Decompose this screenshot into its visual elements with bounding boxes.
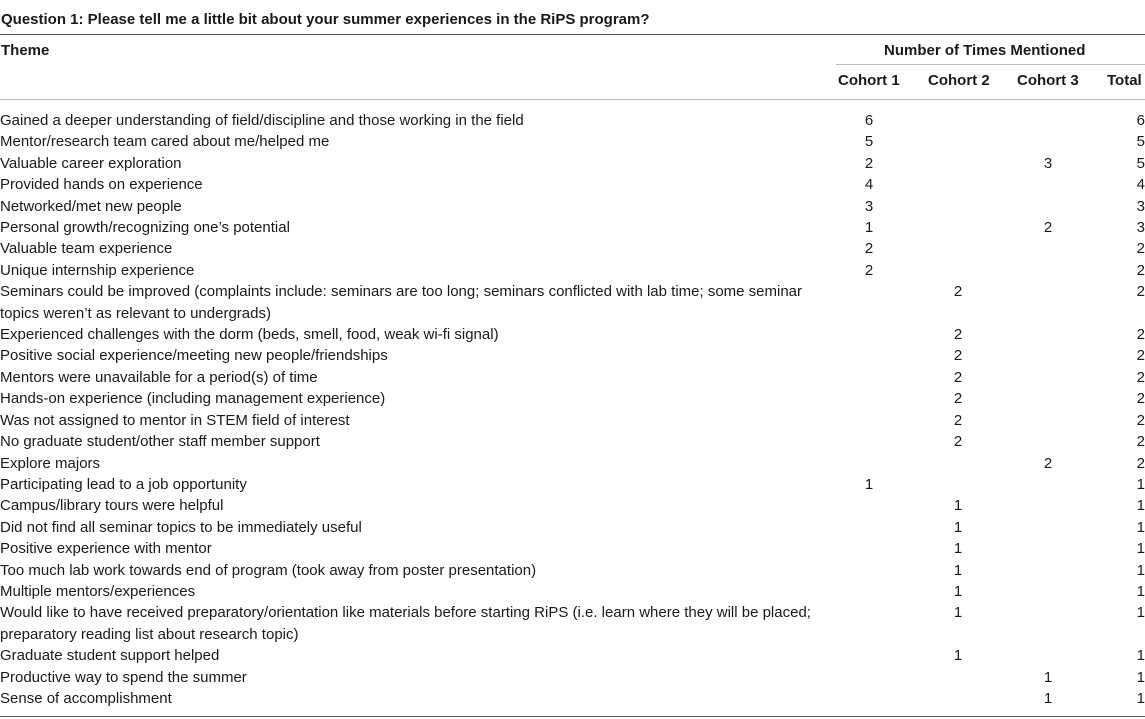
total-cell: 2	[1136, 347, 1145, 365]
cohort-3-cell	[1003, 238, 1093, 259]
col-header-cohort-3: Cohort 3	[1017, 72, 1079, 89]
cohort-3-cell	[1003, 517, 1093, 538]
cohort-1-cell	[825, 431, 913, 452]
table-row	[0, 281, 1145, 324]
cohort-2-cell	[913, 238, 1003, 259]
cohort-3-cell	[1003, 581, 1093, 602]
total-cell: 1	[1136, 582, 1145, 600]
theme-cell: Mentor/research team cared about me/helped me	[0, 133, 330, 151]
cohort-1-cell	[825, 388, 913, 409]
group-header: Number of Times Mentioned	[884, 42, 1086, 59]
cohort-1-cell: 6	[864, 112, 874, 129]
cohort-3-cell: 3	[1043, 154, 1053, 172]
total-cell: 2	[1136, 326, 1145, 344]
total-cell: 3	[1136, 197, 1145, 215]
cohort-2-cell: 1	[953, 604, 963, 622]
cohort-1-cell	[825, 453, 913, 474]
cohort-1-cell	[825, 345, 913, 366]
theme-cell: Explore majors	[0, 454, 101, 472]
theme-cell: Mentors were unavailable for a period(s) of time	[0, 368, 318, 386]
theme-cell: Positive experience with mentor	[0, 540, 212, 558]
table-caption: Question 1: Please tell me a little bit about your summer experiences in the RiPS program?	[1, 11, 650, 28]
table-row	[0, 602, 1145, 645]
total-cell: 1	[1136, 518, 1145, 536]
table-row	[0, 260, 1145, 281]
cohort-1-cell: 2	[864, 240, 874, 258]
cohort-1-cell	[825, 517, 913, 538]
group-underline	[836, 64, 1145, 65]
cohort-2-cell: 1	[953, 540, 963, 558]
total-cell: 1	[1136, 604, 1145, 622]
cohort-1-cell	[825, 560, 913, 581]
col-header-cohort-2: Cohort 2	[928, 72, 990, 89]
table-row	[0, 688, 1145, 709]
cohort-1-cell: 2	[864, 261, 874, 279]
total-cell: 2	[1136, 433, 1145, 451]
theme-cell: Campus/library tours were helpful	[0, 497, 224, 515]
cohort-1-cell	[825, 667, 913, 688]
cohort-1-cell	[825, 645, 913, 666]
cohort-2-cell: 2	[953, 368, 963, 386]
total-cell: 2	[1136, 261, 1145, 279]
cohort-1-cell: 4	[864, 176, 874, 194]
cohort-3-cell	[1003, 260, 1093, 281]
cohort-2-cell: 2	[953, 390, 963, 408]
cohort-2-cell: 1	[953, 582, 963, 600]
total-cell: 2	[1136, 411, 1145, 429]
cohort-3-cell	[1003, 388, 1093, 409]
table-row	[0, 367, 1145, 388]
cohort-2-cell: 2	[953, 347, 963, 365]
theme-cell: Hands-on experience (including management experience)	[0, 390, 386, 408]
theme-cell: Unique internship experience	[0, 261, 195, 279]
theme-cell: Would like to have received preparatory/orientation like materials before starting RiPS (i.e. learn where they will be placed; preparatory reading list about research topic)	[0, 604, 811, 643]
total-cell: 1	[1136, 668, 1145, 686]
cohort-3-cell	[1003, 560, 1093, 581]
total-cell: 1	[1136, 475, 1145, 493]
cohort-1-cell	[825, 367, 913, 388]
cohort-1-cell	[825, 688, 913, 709]
theme-cell: Positive social experience/meeting new people/friendships	[0, 347, 388, 365]
cohort-3-cell	[1003, 131, 1093, 152]
cohort-1-cell: 2	[864, 154, 874, 172]
cohort-1-cell	[825, 410, 913, 431]
cohort-3-cell	[1003, 538, 1093, 559]
theme-cell: No graduate student/other staff member support	[0, 433, 320, 451]
cohort-3-cell: 1	[1043, 689, 1053, 707]
table-row	[0, 324, 1145, 345]
table-row	[0, 196, 1145, 217]
cohort-2-cell	[913, 174, 1003, 195]
theme-cell: Networked/met new people	[0, 197, 182, 215]
cohort-3-cell	[1003, 196, 1093, 217]
table-row	[0, 153, 1145, 174]
total-cell: 2	[1136, 240, 1145, 258]
cohort-2-cell: 2	[953, 326, 963, 344]
cohort-3-cell	[1003, 410, 1093, 431]
total-cell: 1	[1136, 497, 1145, 515]
cohort-3-cell: 1	[1043, 668, 1053, 686]
cohort-1-cell: 1	[864, 475, 874, 493]
col-header-total: Total	[1107, 72, 1142, 89]
total-cell: 6	[1136, 112, 1145, 129]
theme-cell: Valuable team experience	[0, 240, 173, 258]
cohort-2-cell: 2	[953, 283, 963, 301]
col-header-cohort-1: Cohort 1	[838, 72, 900, 89]
cohort-2-cell: 1	[953, 647, 963, 665]
cohort-1-cell	[825, 495, 913, 516]
table-row	[0, 238, 1145, 259]
cohort-2-cell: 1	[953, 497, 963, 515]
cohort-2-cell	[913, 110, 1003, 131]
themes-table	[0, 110, 1145, 709]
bottom-rule	[0, 716, 1145, 717]
cohort-1-cell	[825, 581, 913, 602]
cohort-3-cell	[1003, 495, 1093, 516]
theme-cell: Experienced challenges with the dorm (beds, smell, food, weak wi-fi signal)	[0, 326, 499, 344]
table-row	[0, 174, 1145, 195]
table-row	[0, 495, 1145, 516]
cohort-1-cell: 3	[864, 197, 874, 215]
cohort-1-cell: 1	[864, 219, 874, 237]
cohort-3-cell	[1003, 345, 1093, 366]
cohort-2-cell	[913, 453, 1003, 474]
cohort-2-cell	[913, 474, 1003, 495]
table-row	[0, 110, 1145, 131]
table-body	[0, 110, 1145, 709]
table-row	[0, 453, 1145, 474]
table-row	[0, 388, 1145, 409]
total-cell: 1	[1136, 561, 1145, 579]
table-row	[0, 217, 1145, 238]
cohort-3-cell	[1003, 474, 1093, 495]
theme-cell: Too much lab work towards end of program (took away from poster presentation)	[0, 561, 537, 579]
total-cell: 1	[1136, 689, 1145, 707]
cohort-3-cell	[1003, 324, 1093, 345]
cohort-2-cell: 2	[953, 411, 963, 429]
table-row	[0, 517, 1145, 538]
cohort-2-cell	[913, 667, 1003, 688]
table-row	[0, 410, 1145, 431]
total-cell: 5	[1136, 133, 1145, 151]
theme-cell: Multiple mentors/experiences	[0, 582, 196, 600]
cohort-3-cell	[1003, 174, 1093, 195]
total-cell: 4	[1136, 176, 1145, 194]
theme-cell: Did not find all seminar topics to be immediately useful	[0, 518, 362, 536]
table-row	[0, 538, 1145, 559]
cohort-2-cell	[913, 688, 1003, 709]
cohort-1-cell: 5	[864, 133, 874, 151]
theme-cell: Graduate student support helped	[0, 647, 220, 665]
theme-cell: Was not assigned to mentor in STEM field of interest	[0, 411, 350, 429]
cohort-3-cell	[1003, 110, 1093, 131]
cohort-2-cell: 1	[953, 518, 963, 536]
theme-cell: Seminars could be improved (complaints include: seminars are too long; seminars conflicted with lab time; some seminar topics weren’t as relevant to undergrads)	[0, 283, 803, 322]
total-cell: 2	[1136, 390, 1145, 408]
theme-header: Theme	[1, 42, 50, 59]
table-row	[0, 645, 1145, 666]
cohort-2-cell	[913, 196, 1003, 217]
cohort-3-cell	[1003, 645, 1093, 666]
theme-cell: Gained a deeper understanding of field/discipline and those working in the field	[0, 112, 524, 129]
cohort-2-cell	[913, 131, 1003, 152]
cohort-3-cell	[1003, 602, 1093, 645]
total-cell: 2	[1136, 454, 1145, 472]
top-rule	[0, 34, 1145, 35]
table-row	[0, 560, 1145, 581]
cohort-3-cell	[1003, 431, 1093, 452]
theme-cell: Productive way to spend the summer	[0, 668, 247, 686]
total-cell: 1	[1136, 647, 1145, 665]
table-row	[0, 667, 1145, 688]
cohort-3-cell	[1003, 367, 1093, 388]
cohort-2-cell: 2	[953, 433, 963, 451]
cohort-3-cell	[1003, 281, 1093, 324]
cohort-2-cell	[913, 260, 1003, 281]
cohort-3-cell: 2	[1043, 219, 1053, 237]
cohort-1-cell	[825, 281, 913, 324]
total-cell: 5	[1136, 154, 1145, 172]
cohort-1-cell	[825, 324, 913, 345]
cohort-2-cell	[913, 217, 1003, 238]
header-rule	[0, 99, 1145, 100]
total-cell: 2	[1136, 368, 1145, 386]
cohort-2-cell: 1	[953, 561, 963, 579]
cohort-1-cell	[825, 602, 913, 645]
theme-cell: Valuable career exploration	[0, 154, 182, 172]
total-cell: 3	[1136, 219, 1145, 237]
theme-cell: Sense of accomplishment	[0, 689, 172, 707]
table-row	[0, 581, 1145, 602]
theme-cell: Personal growth/recognizing one’s potential	[0, 219, 290, 237]
cohort-1-cell	[825, 538, 913, 559]
cohort-3-cell: 2	[1043, 454, 1053, 472]
total-cell: 2	[1136, 283, 1145, 301]
total-cell: 1	[1136, 540, 1145, 558]
theme-cell: Participating lead to a job opportunity	[0, 475, 247, 493]
table-row	[0, 131, 1145, 152]
table-row	[0, 431, 1145, 452]
table-row	[0, 474, 1145, 495]
table-row	[0, 345, 1145, 366]
theme-cell: Provided hands on experience	[0, 176, 203, 194]
cohort-2-cell	[913, 153, 1003, 174]
